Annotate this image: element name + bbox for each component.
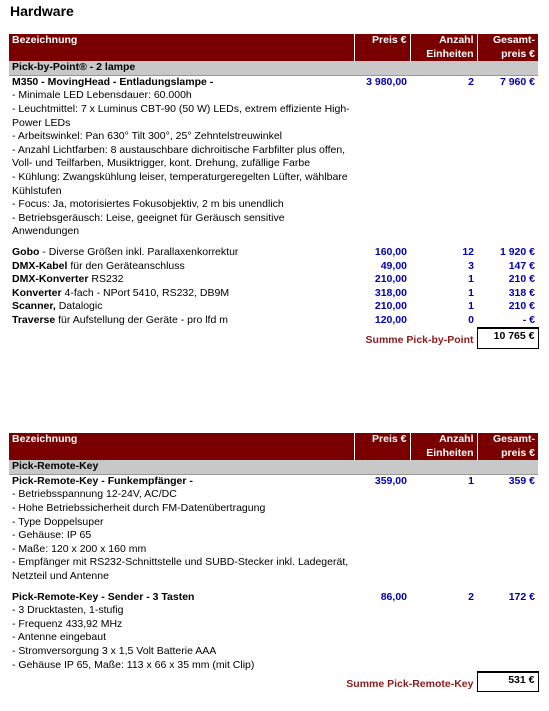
item-description — [9, 273, 354, 287]
item-spec-line: - Hohe Betriebssicherheit durch FM-Datenübertragung — [12, 501, 266, 514]
category-label: Pick-Remote-Key — [9, 460, 538, 474]
item-description — [9, 314, 354, 329]
item-row — [9, 273, 538, 287]
header-price: Preis € — [354, 34, 410, 61]
category-row — [9, 61, 538, 75]
item-spec-line: - Kühlung: Zwangskühlung leiser, temperaturgeregelten Lüfter, wählbare Kühlstufen — [12, 170, 348, 197]
item-qty: 2 — [468, 75, 474, 88]
item-spec-line: - Maße: 120 x 200 x 160 mm — [12, 542, 147, 555]
sum-label: Summe Pick-by-Point — [365, 334, 474, 347]
item-name-suffix: für Aufstellung der Geräte - pro lfd m — [55, 313, 228, 326]
item-name: Traverse — [12, 313, 56, 326]
item-name: DMX-Kabel — [12, 259, 68, 272]
item-spec-line: - Focus: Ja, motorisiertes Fokusobjektiv, 2 m bis unendlich — [12, 198, 284, 211]
item-spec-line: - Frequenz 433,92 MHz — [12, 617, 123, 630]
header-total: Gesamt- preis € — [477, 433, 538, 460]
item-qty: 1 — [468, 273, 474, 286]
item-total: 210 € — [508, 300, 535, 313]
item-spec-line: - Gehäuse: IP 65 — [12, 529, 92, 542]
item-price: 3 980,00 — [366, 75, 407, 88]
item-spec-line: - Anzahl Lichtfarben: 8 austauschbare dichroitische Farbfilter plus offen, Voll- und Teilfarben, Musiktrigger, kont. Drehung, zufällige Farbe — [12, 143, 346, 170]
sum-row — [9, 672, 538, 692]
item-spec-line: - Leuchtmittel: 7 x Luminus CBT-90 (50 W) LEDs, extrem effiziente High-Power LEDs — [12, 102, 350, 129]
item-spec-line: - Stromversorgung 3 x 1,5 Volt Batterie AAA — [12, 644, 217, 657]
item-total: - € — [522, 313, 535, 326]
item-qty: 12 — [462, 245, 474, 258]
item-row — [9, 260, 538, 274]
sum-row — [9, 328, 538, 348]
price-table-pick-remote-key — [9, 433, 539, 692]
item-description — [9, 287, 354, 301]
item-price: 210,00 — [374, 273, 407, 286]
item-spec-line: - Empfänger mit RS232-Schnittstelle und SUBD-Stecker inkl. Ladegerät, Netzteil und Antenne — [12, 556, 349, 582]
item-name: Konverter — [12, 286, 62, 299]
item-name: Pick-Remote-Key - Sender - 3 Tasten — [12, 590, 195, 603]
item-spec-line: - Minimale LED Lebensdauer: 60.000h — [12, 89, 192, 102]
item-price: 318,00 — [374, 286, 407, 299]
item-name: Gobo — [12, 245, 40, 258]
category-row — [9, 460, 538, 474]
item-row — [9, 287, 538, 301]
item-row — [9, 239, 538, 260]
item-description — [9, 584, 354, 673]
item-description — [9, 474, 354, 583]
table-header — [9, 34, 538, 61]
item-spec-line: - 3 Drucktasten, 1-stufig — [12, 604, 124, 617]
item-name-suffix: für den Geräteanschluss — [67, 259, 185, 272]
item-name: Scanner, — [12, 300, 56, 313]
item-name-suffix: 4-fach - NPort 5410, RS232, DB9M — [61, 286, 230, 299]
item-row — [9, 314, 538, 329]
header-name: Bezeichnung — [9, 34, 354, 61]
item-qty: 2 — [468, 590, 474, 603]
item-spec-line: - Type Doppelsuper — [12, 515, 104, 528]
item-price: 49,00 — [380, 259, 407, 272]
header-name: Bezeichnung — [9, 433, 354, 460]
item-price: 120,00 — [374, 313, 407, 326]
item-qty: 3 — [468, 259, 474, 272]
item-description — [9, 75, 354, 239]
item-qty: 1 — [468, 286, 474, 299]
item-spec-line: - Antenne eingebaut — [12, 631, 106, 644]
item-qty: 0 — [468, 313, 474, 326]
category-label: Pick-by-Point® - 2 lampe — [9, 61, 538, 75]
item-row — [9, 584, 538, 673]
item-name: DMX-Konverter — [12, 273, 89, 286]
item-spec-line: - Betriebsgeräusch: Leise, geeignet für Geräusch sensitive Anwendungen — [12, 211, 285, 238]
item-name-suffix: RS232 — [88, 273, 124, 286]
item-total: 359 € — [508, 474, 535, 487]
header-qty: Anzahl Einheiten — [410, 433, 477, 460]
page-title: Hardware — [10, 3, 74, 19]
item-row — [9, 300, 538, 314]
item-name-suffix: Datalogic — [55, 300, 103, 313]
header-total: Gesamt- preis € — [477, 34, 538, 61]
item-total: 1 920 € — [499, 245, 535, 258]
item-name-suffix: - Diverse Größen inkl. Parallaxenkorrektur — [39, 245, 239, 258]
header-qty: Anzahl Einheiten — [410, 34, 477, 61]
item-total: 7 960 € — [499, 75, 535, 88]
table-header — [9, 433, 538, 460]
item-total: 318 € — [508, 286, 535, 299]
item-description — [9, 239, 354, 260]
item-spec-line: - Gehäuse IP 65, Maße: 113 x 66 x 35 mm (mit Clip) — [12, 658, 255, 671]
sum-value: 10 765 € — [477, 328, 538, 348]
item-name: M350 - MovingHead - Entladungslampe - — [12, 75, 214, 88]
item-total: 172 € — [508, 590, 535, 603]
item-price: 86,00 — [380, 590, 407, 603]
sum-value: 531 € — [477, 672, 538, 692]
item-qty: 1 — [468, 300, 474, 313]
item-row — [9, 474, 538, 583]
item-total: 210 € — [508, 273, 535, 286]
header-price: Preis € — [354, 433, 410, 460]
item-description — [9, 260, 354, 274]
item-price: 160,00 — [374, 245, 407, 258]
item-price: 359,00 — [374, 474, 407, 487]
item-description — [9, 300, 354, 314]
price-table-pick-by-point — [9, 34, 539, 349]
item-row — [9, 75, 538, 239]
item-price: 210,00 — [374, 300, 407, 313]
item-total: 147 € — [508, 259, 535, 272]
item-qty: 1 — [468, 474, 474, 487]
item-spec-line: - Arbeitswinkel: Pan 630° Tilt 300°, 25° Zehntelstreuwinkel — [12, 130, 282, 143]
sum-label: Summe Pick-Remote-Key — [346, 678, 474, 691]
item-name: Pick-Remote-Key - Funkempfänger - — [12, 474, 193, 487]
item-spec-line: - Betriebsspannung 12-24V, AC/DC — [12, 488, 177, 501]
